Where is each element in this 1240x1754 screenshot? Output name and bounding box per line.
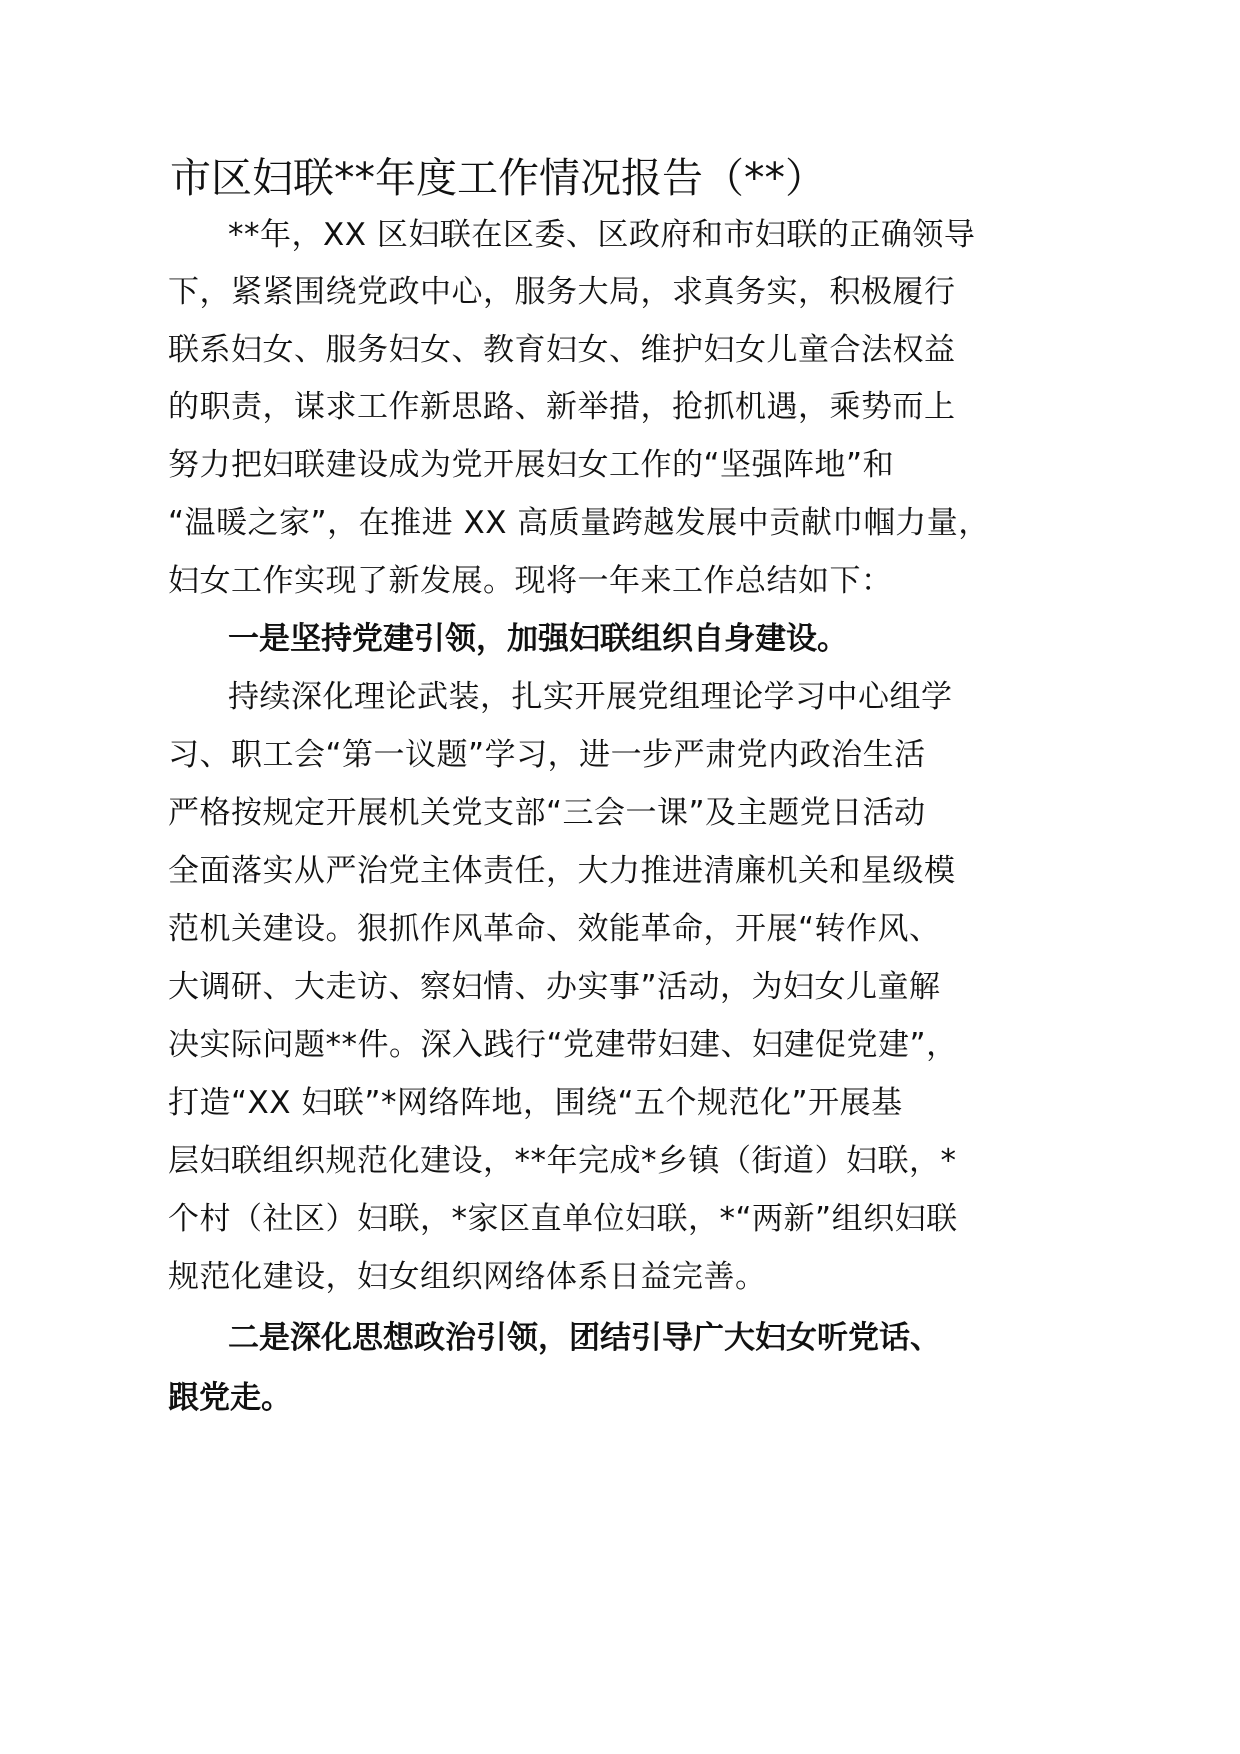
paragraph-intro-line-2: 下，紧紧围绕党政中心，服务大局，求真务实，积极履行 [168, 274, 956, 310]
paragraph-section1-line-9: 层妇联组织规范化建设，**年完成*乡镇（街道）妇联，* [168, 1143, 957, 1179]
section-heading-2-line-2: 跟党走。 [168, 1380, 292, 1416]
paragraph-intro-line-7: 妇女工作实现了新发展。现将一年来工作总结如下： [168, 563, 893, 599]
paragraph-intro-line-4: 的职责，谋求工作新思路、新举措，抢抓机遇，乘势而上 [168, 389, 956, 425]
paragraph-intro-line-1: **年，XX 区妇联在区委、区政府和市妇联的正确领导 [228, 217, 976, 253]
paragraph-section1-line-7: 决实际问题**件。深入践行“党建带妇建、妇建促党建”， [168, 1027, 958, 1063]
paragraph-section1-line-1: 持续深化理论武装，扎实开展党组理论学习中心组学 [228, 679, 953, 715]
paragraph-section1-line-4: 全面落实从严治党主体责任，大力推进清廉机关和星级模 [168, 853, 956, 889]
paragraph-section1-line-2: 习、职工会“第一议题”学习，进一步严肃党内政治生活 [168, 737, 926, 773]
paragraph-intro-line-5: 努力把妇联建设成为党开展妇女工作的“坚强阵地”和 [168, 447, 895, 483]
paragraph-intro-line-3: 联系妇女、服务妇女、教育妇女、维护妇女儿童合法权益 [168, 332, 956, 368]
paragraph-section1-line-11: 规范化建设，妇女组织网络体系日益完善。 [168, 1259, 767, 1295]
section-heading-2-line-1: 二是深化思想政治引领，团结引导广大妇女听党话、 [228, 1320, 941, 1356]
paragraph-section1-line-10: 个村（社区）妇联，*家区直单位妇联，*“两新”组织妇联 [168, 1201, 958, 1237]
document-title: 市区妇联**年度工作情况报告（**） [170, 154, 826, 202]
paragraph-intro-line-6: “温暖之家”，在推进 XX 高质量跨越发展中贡献巾帼力量， [168, 505, 990, 541]
paragraph-section1-line-3: 严格按规定开展机关党支部“三会一课”及主题党日活动 [168, 795, 926, 831]
paragraph-section1-line-5: 范机关建设。狠抓作风革命、效能革命，开展“转作风、 [168, 911, 941, 947]
section-heading-1: 一是坚持党建引领，加强妇联组织自身建设。 [228, 621, 848, 657]
paragraph-section1-line-6: 大调研、大走访、察妇情、办实事”活动，为妇女儿童解 [168, 969, 941, 1005]
paragraph-section1-line-8: 打造“XX 妇联”*网络阵地，围绕“五个规范化”开展基 [168, 1085, 903, 1121]
